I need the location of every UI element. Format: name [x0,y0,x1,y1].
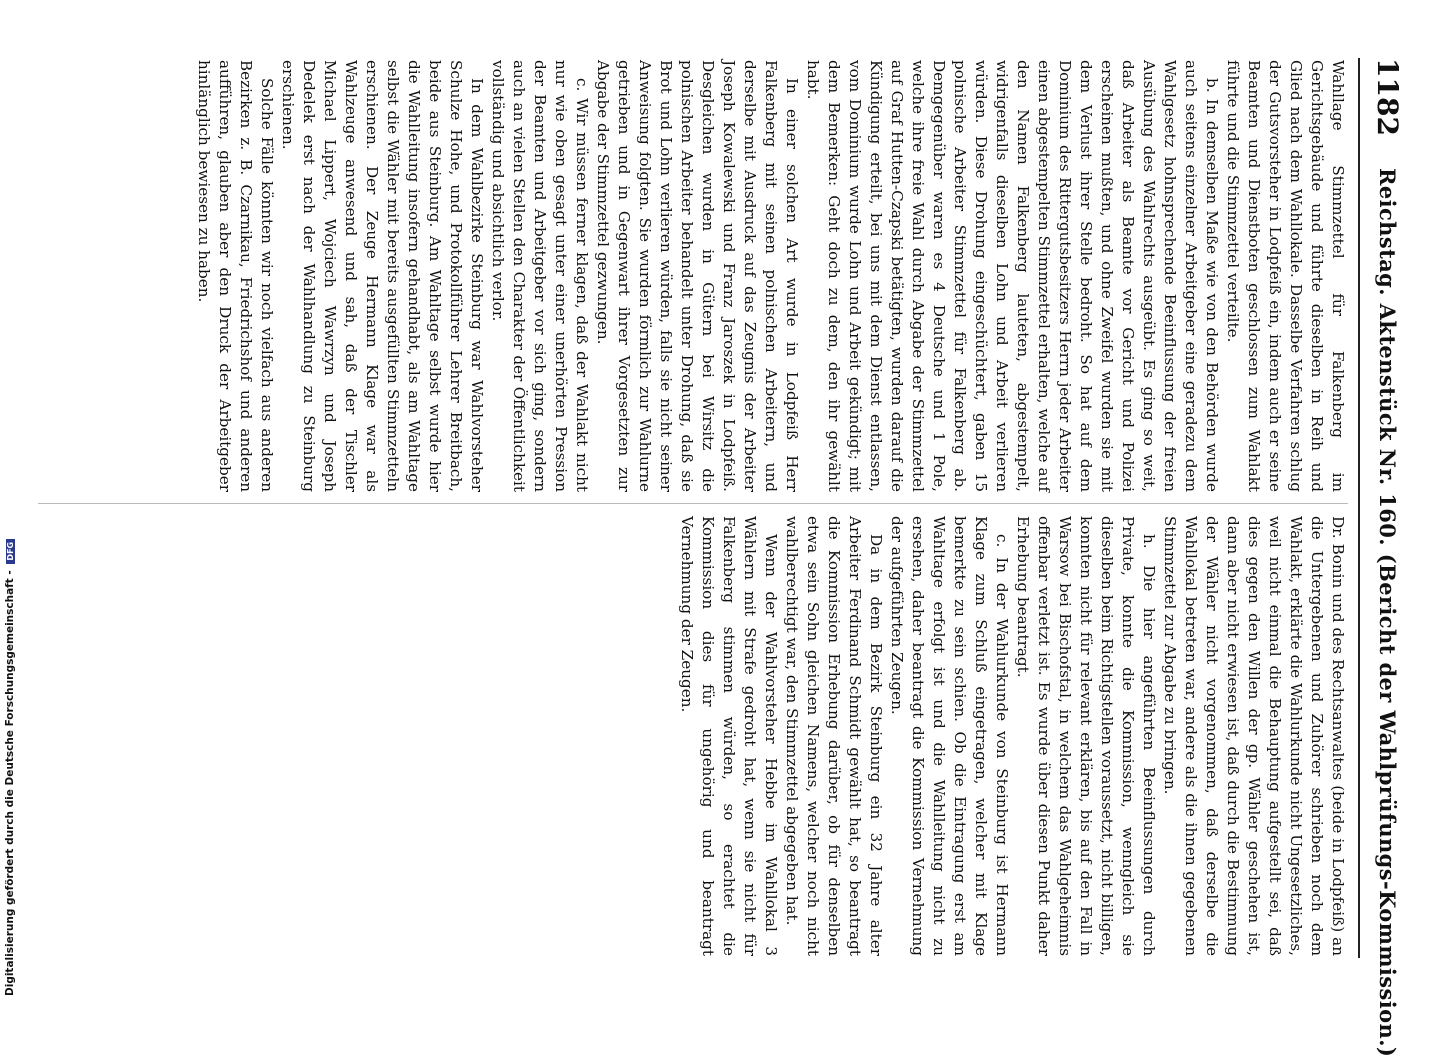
paragraph: Da in dem Bezirk Steinburg ein 32 Jahre alter Arbeiter Ferdinand Schmidt gewählt hat, so beantragt die Kommission Erhebung darüber, ob für denselben etwa sein Sohn gleichen Namens, welcher noch nicht wahlberechtigt war, den Stimmzettel abgegeben hat. [783,516,885,956]
paragraph: Wenn der Wahlvorsteher Hebbe im Wahllokal 3 Wählern mit Strafe gedroht hat, wenn sie nicht für Falkenberg stimmen würden, so erachtet die Kommission dies für ungehörig und beantragt Vernehmung der Zeugen. [678,516,780,956]
column-divider [38,503,1348,504]
paragraph: Wahllage Stimmzettel für Falkenberg im Gerichtsgebäude und führte dieselben in Reih und Glied nach dem Wahllokale. Dasselbe Verfahren schlug der Gutsvorsteher in Lodpfeiß ein, indem auch er seine Beamten und Dienstboten geschlossen zum Wahlakt führte und die Stimmzettel verteilte. [1224,60,1347,492]
credit-text: Digitalisierung gefördert durch die Deutsche Forschungsgemeinschaft - [4,570,16,996]
paragraph: In einer solchen Art wurde in Lodpfeiß Herr Falkenberg mit seinen polnischen Arbeitern, und derselbe mit Ausdruck auf das Zeugnis der Arbeiter Joseph Kowalewski und Franz Jaroszek in Lodpfeiß. Desgleichen wurden in Gütern bei Wirsitz die polnischen Arbeiter behandelt unter Drohung, daß sie Brot und Lohn verlieren würden, falls sie nicht seiner Anweisung folgten. Sie wurden förmlich zur Wahlurne getrieben und in Gegenwart ihrer Vorgesetzten zur Abgabe der Stimmzettel gezwungen. [594,60,801,492]
paragraph: In dem Wahlbezirke Steinburg war Wahlvorsteher Schulze Hohe, und Protokollführer Lehrer Breitbach, beide aus Steinburg. Am Wahltage selbst wurde hier die Wahlleitung insofern gehandhabt, als am Wahltage selbst die Wähler mit bereits ausgefüllten Stimmzetteln erschienen. Der Zeuge Hermann Klage war als Wahlzeuge anwesend und sah, daß der Tischler Michael Lippert, Wojciech Wawrzyn und Joseph Dedelek erst nach der Wahlhandlung zu Steinburg erschienen. [279,60,486,492]
paragraph: b. In demselben Maße wie von den Behörden wurde auch seitens einzelner Arbeitgeber eine geradezu dem Wahlgesetz hohnsprechende Beeinflussung der freien Ausübung des Wahlrechts ausgeübt. Es ging so weit, daß Arbeiter als Beamte vor Gericht und Polizei erscheinen mußten, und ohne Zweifel wurden sie mit dem Verlust ihrer Stelle bedroht. So hat auf dem Dominium des Rittergutsbesitzers Herrn jeder Arbeiter einen abgestempelten Stimmzettel erhalten, welche auf den Namen Falkenberg lauteten, abgestempelt, widrigenfalls dieselben Lohn und Arbeit verlieren würden. Diese Drohung eingeschüchtert, gaben 15 polnische Arbeiter Stimmzettel für Falkenberg ab. Demgegenüber waren es 4 Deutsche und 1 Pole, welche ihre freie Wahl durch Abgabe der Stimmzettel auf Graf Hutten-Czapski betätigten, wurden darauf die Kündigung erteilt, bei uns mit dem Dienst entlassen, vom Dominium wurde Lohn und Arbeit gekündigt; mit dem Bemerken: Geht doch zu dem, den ihr gewählt habt. [804,60,1221,492]
paragraph: c. Wir müssen ferner klagen, daß der Wahlakt nicht nur wie oben gesagt unter einer unerhörten Pression der Beamten und Arbeitgeber vor sich ging, sondern auch an vielen Stellen den Charakter der Öffentlichkeit vollständig und absichtlich verlor. [489,60,591,492]
header-rule [1358,58,1360,958]
paragraph: c. In der Wahlurkunde von Steinburg ist Hermann Klage zum Schluß eingetragen, welcher mit Klage bemerkte zu sein schien. Ob die Eintragung erst am Wahltage erfolgt ist und die Wahlleitung nicht zu ersehen, daher beantragt die Kommission Vernehmung der aufgeführten Zeugen. [888,516,1011,956]
right-column [608,516,1348,956]
paragraph: Solche Fälle könnten wir noch vielfach aus anderen Bezirken z. B. Czarnikau, Friedrichshof und anderen aufführen, glauben aber den Druck der Arbeitgeber hinlänglich bewiesen zu haben. [195,60,276,492]
digitization-credit [4,539,16,996]
paragraph: Dr. Bonin und des Rechtsanwaltes (beide in Lodpfeiß) an die Untergebenen und Zuhörer schrieben noch dem Wahlakt, erklärte die Wahlurkunde nicht Ungesetzliches, weil nicht einmal die Behauptung aufgestellt sei, daß dies gegen den Willen der gp. Wähler geschehen ist, dann aber nicht erwiesen ist, daß durch die Bestimmung der Wähler nicht vorgenommen, daß derselbe die Wahllokal betreten war, andere als die ihnen gegebenen Stimmzettel zur Abgabe zu bringen. [1161,516,1347,956]
paragraph: h. Die hier angeführten Beeinflussungen durch Private, konnte die Kommission, wenngleich sie dieselben beim Richtigstellen voraussetzt, nicht billigen, konnten nicht für relevant erklären, bis auf den Fall in Warsow bei Bischofstal, in welchem das Wahlgeheimnis offenbar verletzt ist. Es wurde über diesen Punkt daher Erhebung beantragt. [1014,516,1158,956]
dfg-logo: DFG [6,539,15,564]
running-title: Reichstag. Aktenstück Nr. 160. (Bericht der Wahlprüfungs-Kommission.) [1375,168,1400,1057]
page-number: 1182 [1371,58,1404,136]
page-header [1362,58,1404,1057]
left-column [38,60,1348,492]
